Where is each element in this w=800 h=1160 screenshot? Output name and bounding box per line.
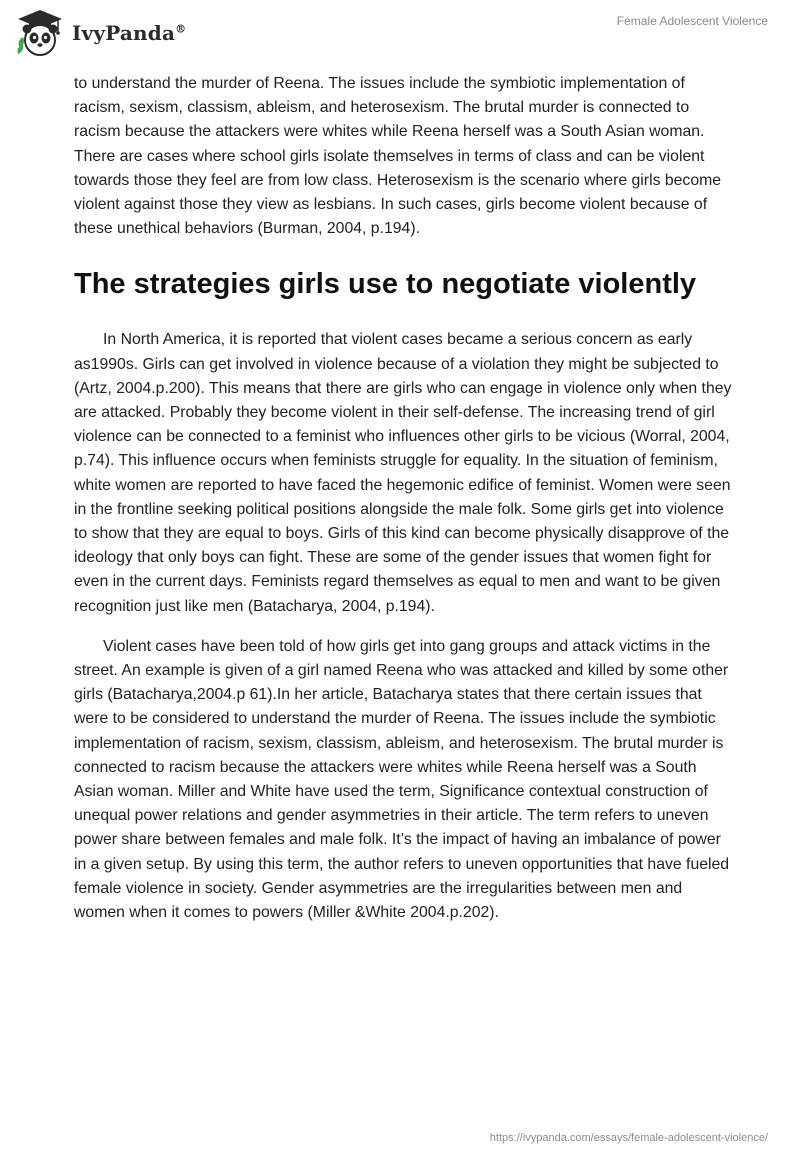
panda-graduate-icon (14, 8, 66, 58)
brand-name: IvyPanda® (72, 21, 187, 45)
intro-paragraph: to understand the murder of Reena. The issues include the symbiotic implementation of racism, sexism, classism, ableism, and heterosexism. The brutal murder is connected to racism because the attackers were whites while Reena herself was a South Asian woman. There are cases where school girls isolate themselves in terms of class and can be violent towards those they feel are from low class. Heterosexism is the scenario where girls become violent against those they view as lesbians. In such cases, girls become violent because of these unethical behaviors (Burman, 2004, p.194). (74, 75, 722, 238)
essay-content (74, 72, 734, 925)
source-url[interactable]: https://ivypanda.com/essays/female-adolescent-violence/ (489, 1132, 768, 1144)
ivypanda-logo[interactable] (14, 8, 186, 58)
document-title: Female Adolescent Violence (616, 14, 768, 28)
section-heading: The strategies girls use to negotiate violently (74, 268, 697, 301)
body-paragraph-1: In North America, it is reported that violent cases became a serious concern as early as1990s. Girls can get involved in violence because of a violation they might be subjected to (Artz, 2004.p.200). This means that there are girls who can engage in violence only when they are attacked. Probably they become violent in their self-defense. The increasing trend of girl violence can be connected to a feminist who influences other girls to be vicious (Worral, 2004, p.74). This influence occurs when feminists struggle for equality. In the situation of feminism, white women are reported to have faced the hegemonic edifice of feminist. Women were seen in the frontline seeking political positions alongside the male folk. Some girls get into violence to show that they are equal to boys. Girls of this kind can become physically disapprove of the ideology that only boys can fight. These are some of the gender issues that women fight for even in the current days. Feminists regard themselves as equal to men and want to be given recognition just like men (Batacharya, 2004, p.194). (74, 331, 732, 615)
page-header (0, 0, 800, 70)
body-paragraph-2: Violent cases have been told of how girls get into gang groups and attack victims in the street. An example is given of a girl named Reena who was attacked and killed by some other girls (Batacharya,2004.p 61).In her article, Batacharya states that there certain issues that were to be considered to understand the murder of Reena. The issues include the symbiotic implementation of racism, sexism, classism, ableism, and heterosexism. The brutal murder is connected to racism because the attackers were whites while Reena herself was a South Asian woman. Miller and White have used the term, Significance contextual construction of unequal power relations and gender asymmetries in their article. The term refers to uneven power share between females and male folk. It’s the impact of having an imbalance of power in a given setup. By using this term, the author refers to uneven opportunities that have fueled female violence in society. Gender asymmetries are the irregularities between men and women when it comes to powers (Miller &White 2004.p.202). (74, 637, 730, 922)
